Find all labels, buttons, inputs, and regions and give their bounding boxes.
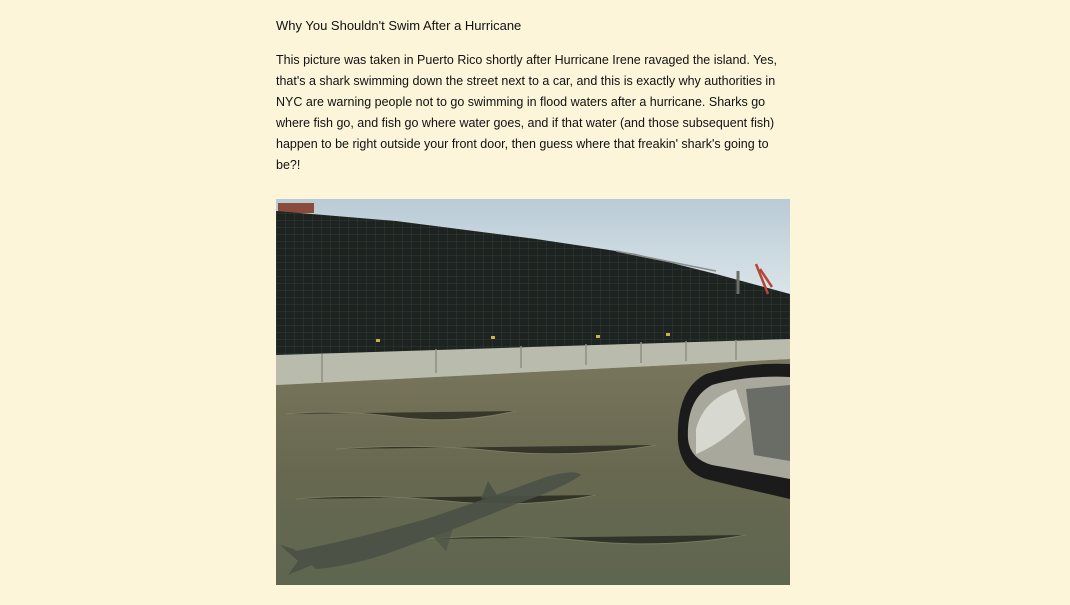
- article-paragraph: This picture was taken in Puerto Rico shortly after Hurricane Irene ravaged the island. Yes, that's a shark swimming down the street next to a car, and this is exactly why authorities in NYC are warning people not to go swimming in flood waters after a hurricane. Sharks go where fish go, and fish go where water goes, and if that water (and those subsequent fish) happen to be right outside your front door, then guess where that freakin' shark's going to be?!: [276, 53, 777, 172]
- shark-street-photo: [276, 199, 790, 585]
- article-title: Why You Shouldn't Swim After a Hurricane: [276, 18, 522, 33]
